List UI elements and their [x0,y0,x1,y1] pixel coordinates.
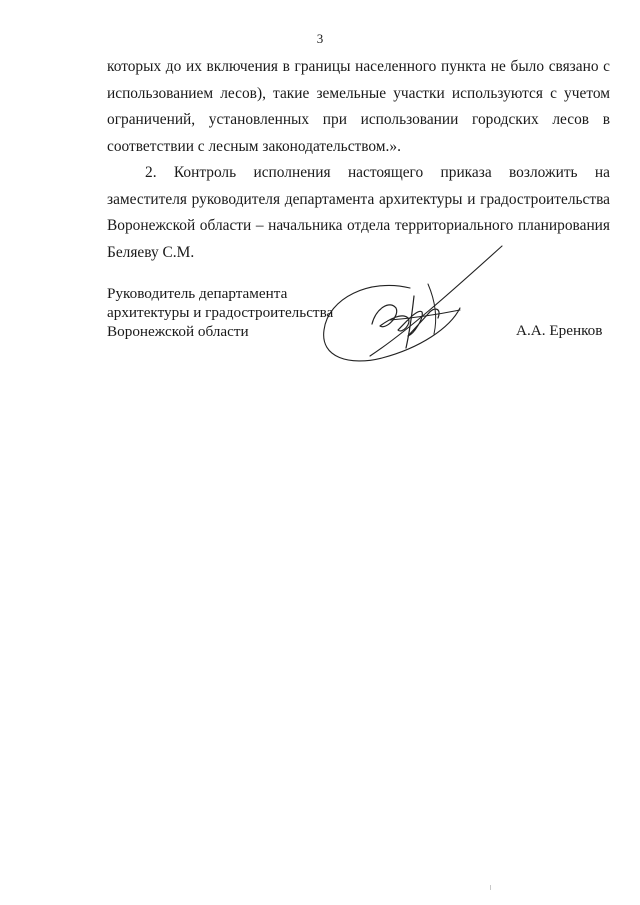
position-line-2: архитектуры и градостроительства [107,304,334,321]
signer-name: А.А. Еренков [516,322,603,339]
signature-letters [372,305,439,336]
signature-stroke-cross [390,310,460,320]
paragraph-continuation: которых до их включения в границы населенного пункта не было связано с использованием лесов), такие земельные участки используются с учетом ограничений, установленных при использовании городских лесов в соответствии с лесным законодательством.». [107,58,610,155]
page-number: 3 [316,31,324,46]
paragraph-control-clause: 2. Контроль исполнения настоящего приказа возложить на заместителя руководителя департамента архитектуры и градостроительства Воронежской области – начальника отдела территориального планирования Беляеву С.М. [107,164,610,261]
position-line-3: Воронежской области [107,323,249,340]
handwritten-signature-icon [310,238,510,398]
document-body [107,54,610,266]
scan-mark [490,885,491,890]
signature-loop [324,285,460,361]
position-line-1: Руководитель департамента [107,285,288,302]
signature-stroke-vertical [406,296,414,348]
signatory-position [107,284,333,341]
signature-flourish [370,246,502,356]
